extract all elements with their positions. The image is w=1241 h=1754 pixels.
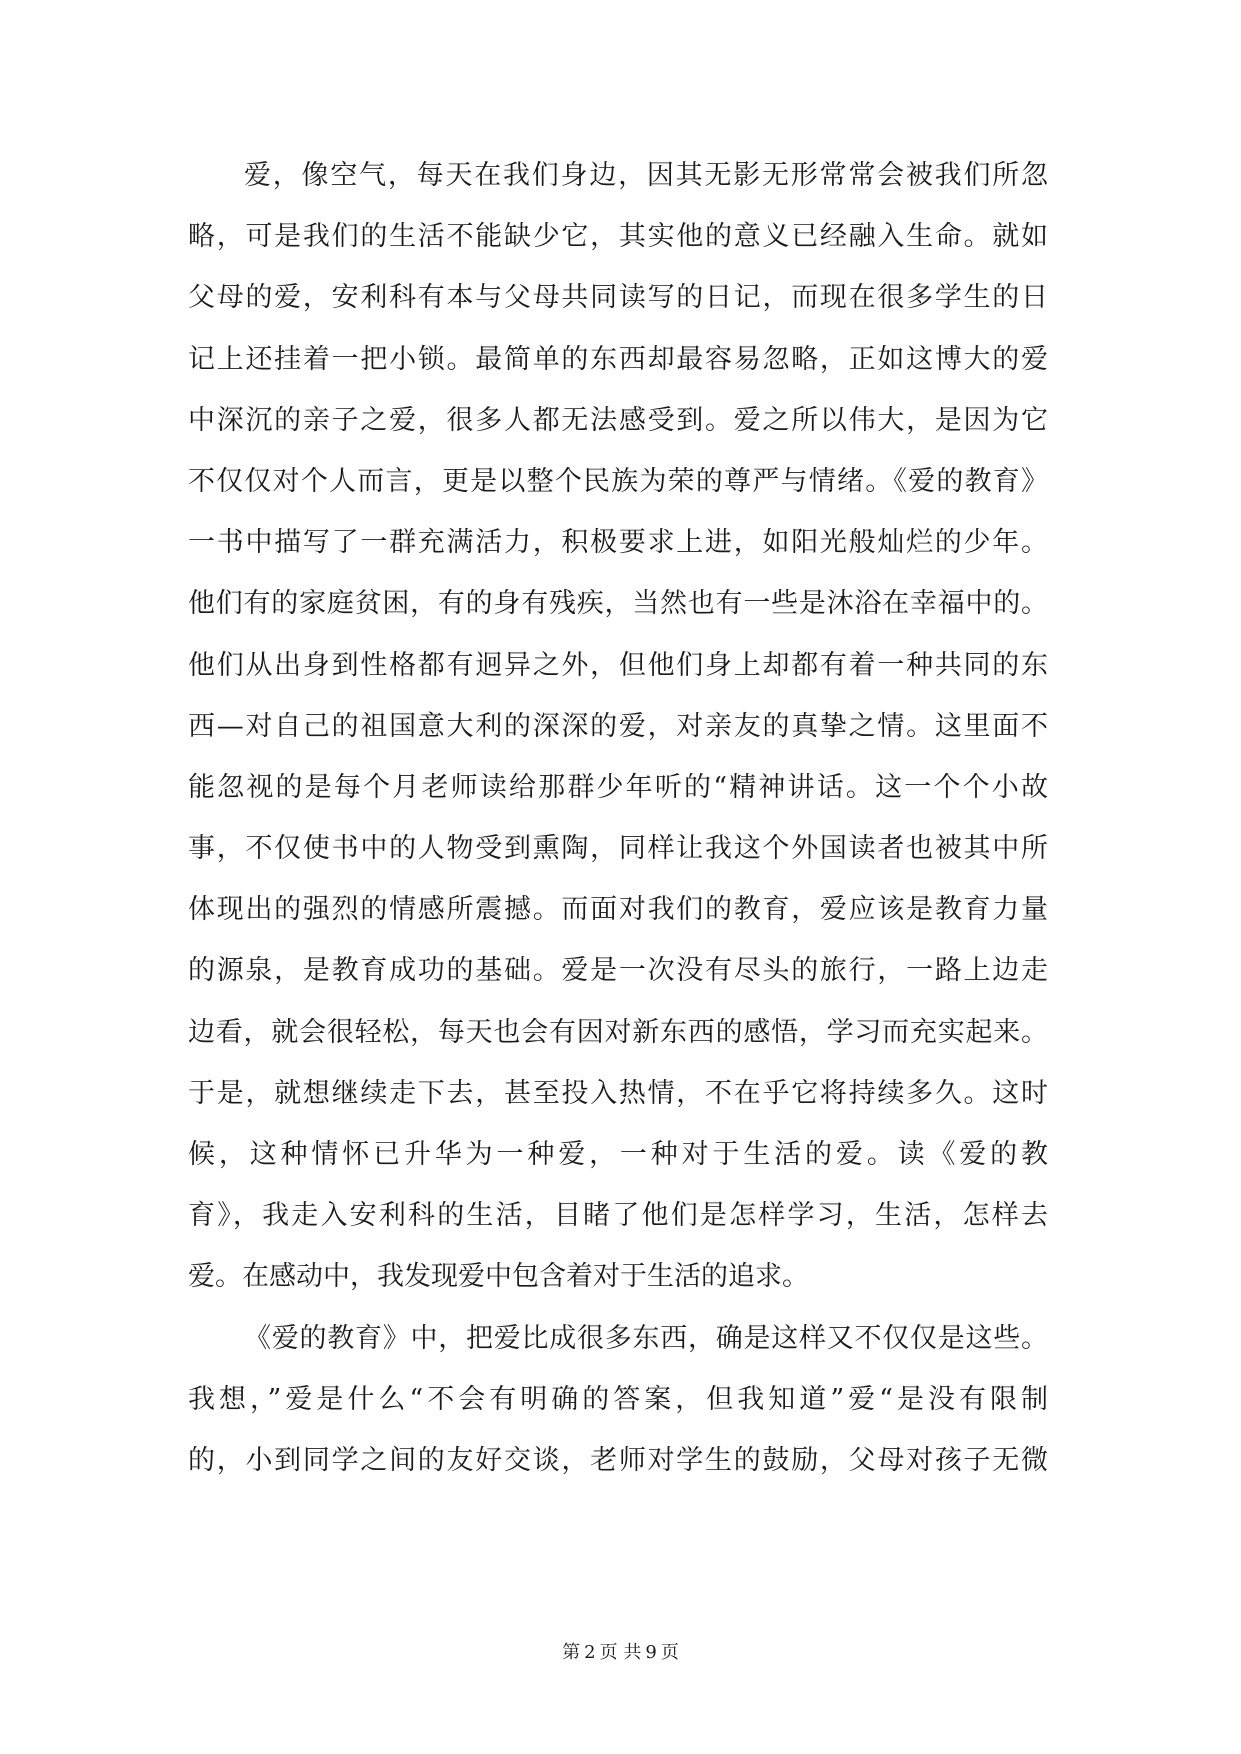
total-page-count: 9 [645, 1642, 657, 1663]
current-page-number: 2 [584, 1642, 596, 1663]
footer-middle: 页 共 [599, 1642, 642, 1663]
text-line: 不仅仅对个人而言，更是以整个民族为荣的尊严与情绪。《爱的教育》 [188, 465, 1048, 497]
text-line: 的，小到同学之间的友好交谈，老师对学生的鼓励，父母对孩子无微 [188, 1444, 1048, 1476]
text-line: 《爱的教育》中，把爱比成很多东西，确是这样又不仅仅是这些。 [244, 1322, 1048, 1354]
text-line: 记上还挂着一把小锁。最简单的东西却最容易忽略，正如这博大的爱 [188, 343, 1048, 375]
document-body [188, 145, 1048, 1491]
text-line: 于是，就想继续走下去，甚至投入热情，不在乎它将持续多久。这时 [188, 1077, 1048, 1109]
text-line: 体现出的强烈的情感所震撼。而面对我们的教育，爱应该是教育力量 [188, 894, 1048, 926]
text-line: 他们从出身到性格都有迥异之外，但他们身上却都有着一种共同的东 [188, 649, 1048, 681]
text-line: 他们有的家庭贫困，有的身有残疾，当然也有一些是沐浴在幸福中的。 [188, 588, 1048, 620]
text-line: 候，这种情怀已升华为一种爱，一种对于生活的爱。读《爱的教 [188, 1139, 1048, 1170]
text-line: 父母的爱，安利科有本与父母共同读写的日记，而现在很多学生的日 [188, 282, 1048, 314]
text-line: 能忽视的是每个月老师读给那群少年听的“精神讲话。这一个个小故 [188, 771, 1048, 803]
text-line: 爱，像空气，每天在我们身边，因其无影无形常常会被我们所忽 [244, 160, 1048, 191]
text-line: 边看，就会很轻松，每天也会有因对新东西的感悟，学习而充实起来。 [188, 1016, 1048, 1048]
paragraph-1 [188, 145, 1048, 1308]
text-line: 事，不仅使书中的人物受到熏陶，同样让我这个外国读者也被其中所 [188, 833, 1048, 865]
footer-suffix: 页 [660, 1642, 679, 1663]
text-line: 我想，”爱是什么“不会有明确的答案，但我知道”爱“是没有限制 [188, 1383, 1048, 1415]
text-line: 中深沉的亲子之爱，很多人都无法感受到。爱之所以伟大，是因为它 [188, 404, 1048, 436]
text-line: 一书中描写了一群充满活力，积极要求上进，如阳光般灿烂的少年。 [188, 527, 1048, 559]
text-line: 育》，我走入安利科的生活，目睹了他们是怎样学习，生活，怎样去 [188, 1200, 1048, 1232]
footer-prefix: 第 [562, 1642, 581, 1663]
text-line: 的源泉，是教育成功的基础。爱是一次没有尽头的旅行，一路上边走 [188, 955, 1048, 987]
text-line: 西—对自己的祖国意大利的深深的爱，对亲友的真挚之情。这里面不 [188, 710, 1048, 742]
paragraph-2 [188, 1308, 1048, 1492]
page-footer [0, 1641, 1241, 1665]
text-line: 爱。在感动中，我发现爱中包含着对于生活的追求。 [188, 1261, 809, 1293]
text-line: 略，可是我们的生活不能缺少它，其实他的意义已经融入生命。就如 [188, 221, 1048, 253]
